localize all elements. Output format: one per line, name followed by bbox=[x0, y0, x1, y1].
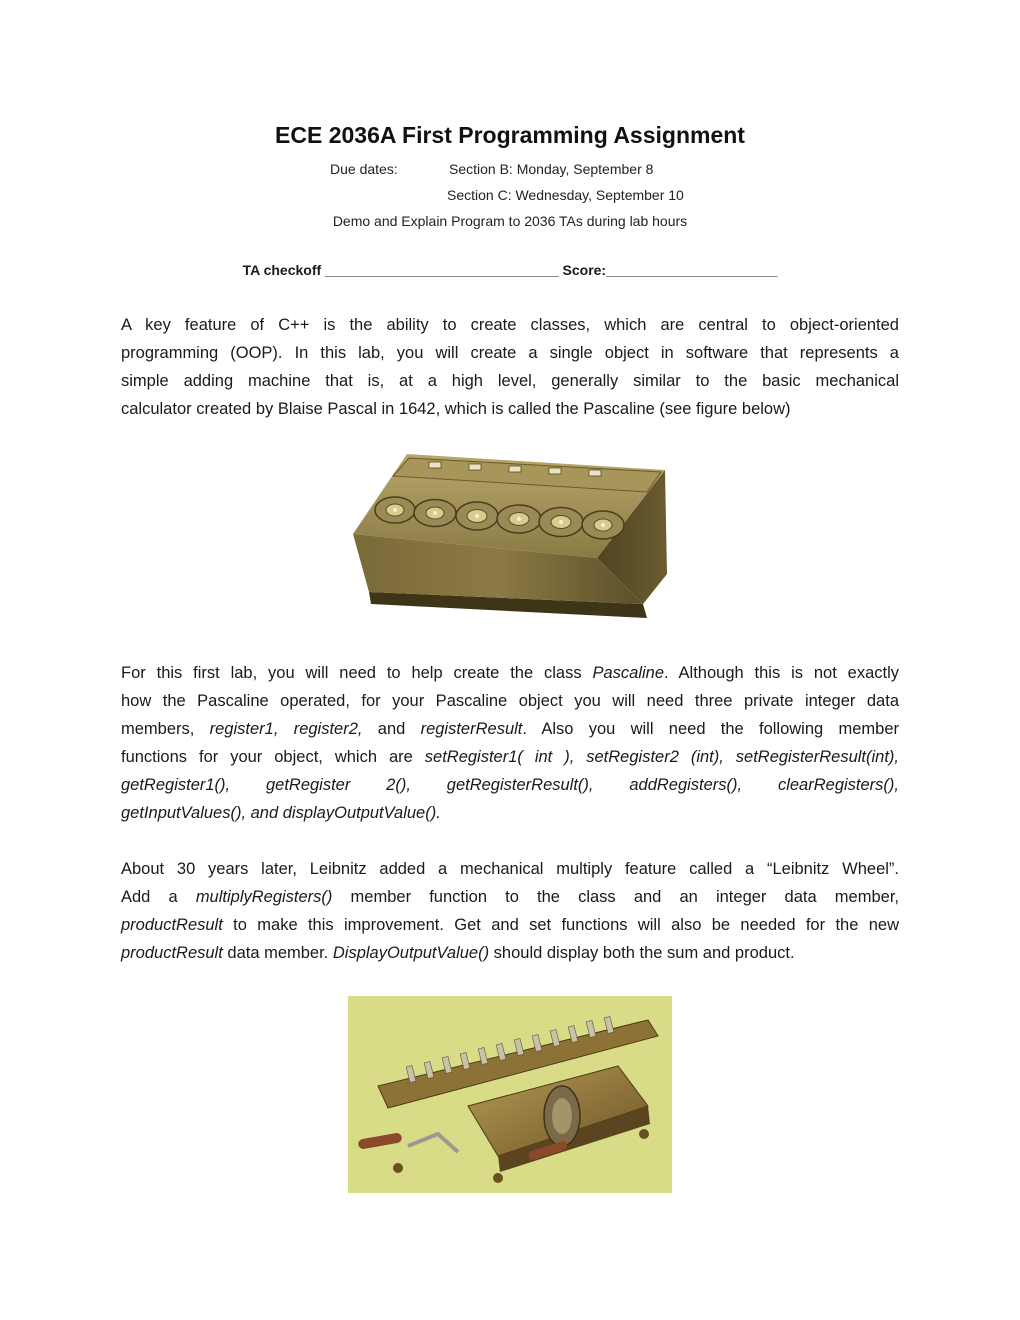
leibnitz-line: Add a multiplyRegisters() member function to the class and an integer data member, bbox=[121, 888, 899, 906]
pascaline-line: getRegister1(), getRegister 2(), getRegisterResult(), addRegisters(), clearRegisters(), bbox=[121, 776, 899, 794]
intro-line: programming (OOP). In this lab, you will create a single object in software that represents a bbox=[121, 344, 899, 362]
due-date-section-c: Section C: Wednesday, September 10 bbox=[447, 187, 684, 203]
leibnitz-wheel-photo bbox=[348, 996, 672, 1193]
intro-line: simple adding machine that is, at a high level, generally similar to the basic mechanical bbox=[121, 372, 899, 390]
intro-paragraph bbox=[121, 311, 899, 423]
pascaline-line: For this first lab, you will need to help create the class Pascaline. Although this is not exactly bbox=[121, 664, 899, 682]
leibnitz-line: productResult data member. DisplayOutputValue() should display both the sum and product. bbox=[121, 944, 795, 962]
pascaline-line: functions for your object, which are setRegister1( int ), setRegister2 (int), setRegisterResult(int), bbox=[121, 748, 900, 766]
pascaline-line: getInputValues(), and displayOutputValue(). bbox=[121, 804, 441, 822]
pascaline-paragraph bbox=[121, 659, 899, 827]
due-dates-label: Due dates: bbox=[330, 161, 398, 177]
ta-checkoff-line: TA checkoff ______________________________ Score:______________________ bbox=[242, 262, 778, 278]
intro-line: calculator created by Blaise Pascal in 1642, which is called the Pascaline (see figure below) bbox=[121, 400, 791, 418]
leibnitz-line: About 30 years later, Leibnitz added a mechanical multiply feature called a “Leibnitz Wheel”. bbox=[121, 860, 899, 878]
demo-instruction: Demo and Explain Program to 2036 TAs during lab hours bbox=[332, 213, 688, 229]
pascaline-line: how the Pascaline operated, for your Pascaline object you will need three private integer data bbox=[121, 692, 899, 710]
pascaline-photo bbox=[347, 452, 669, 622]
due-date-section-b: Section B: Monday, September 8 bbox=[449, 161, 654, 177]
leibnitz-paragraph bbox=[121, 855, 899, 967]
page-title: ECE 2036A First Programming Assignment bbox=[275, 122, 745, 148]
pascaline-line: members, register1, register2, and registerResult. Also you will need the following member bbox=[121, 720, 899, 738]
leibnitz-line: productResult to make this improvement. Get and set functions will also be needed for the new bbox=[121, 916, 899, 934]
intro-line: A key feature of C++ is the ability to create classes, which are central to object-oriented bbox=[121, 316, 899, 334]
